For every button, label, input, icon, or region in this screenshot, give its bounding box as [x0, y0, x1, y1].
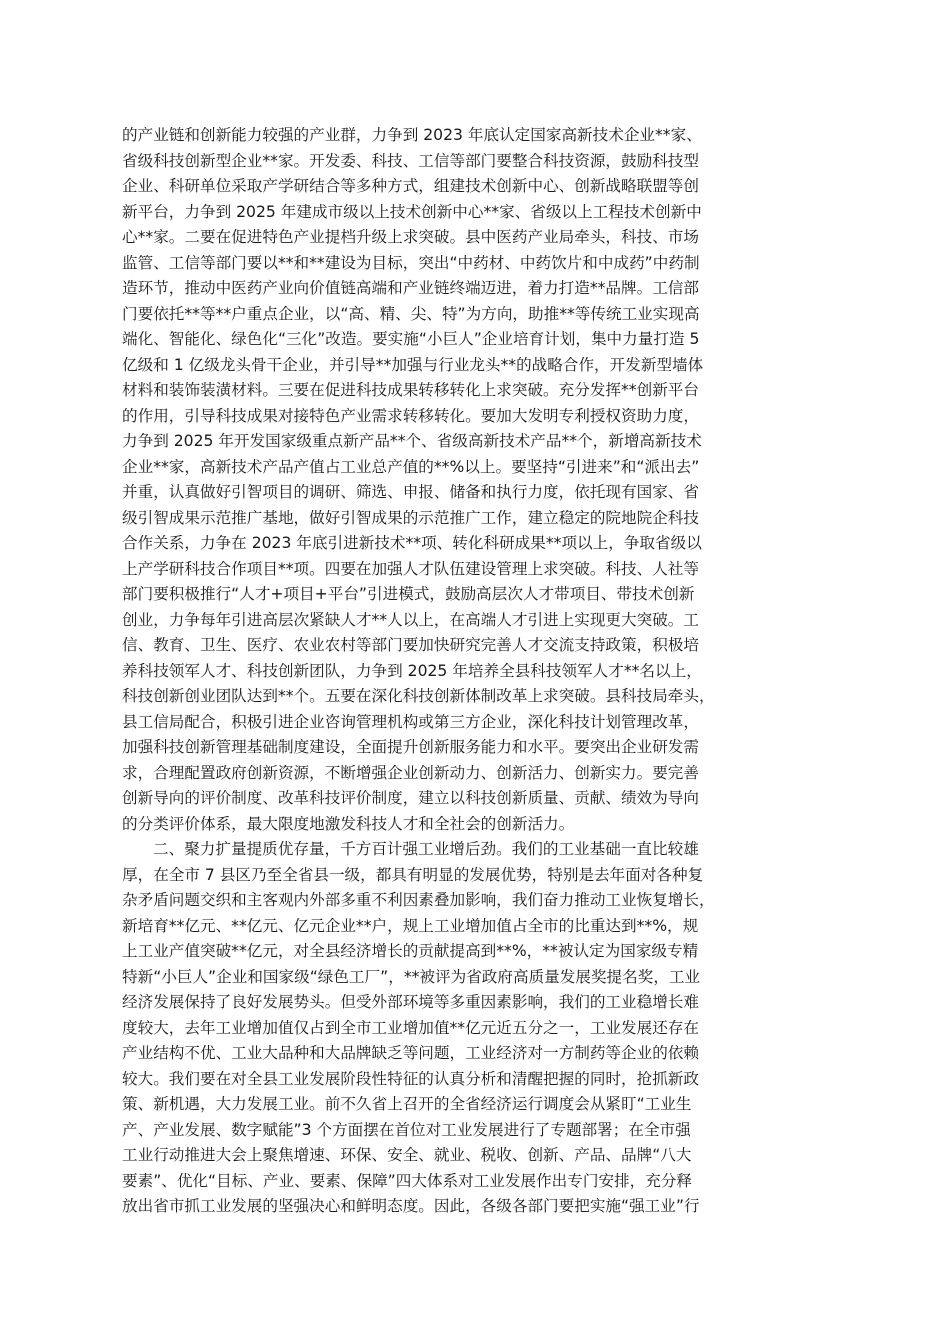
- text-line: 合作关系，力争在 2023 年底引进新技术**项、转化科研成果**项以上，争取省级以: [122, 534, 702, 552]
- text-line: 省级科技创新型企业**家。开发委、科技、工信等部门要整合科技资源，鼓励科技型: [122, 151, 699, 170]
- text-line: 端化、智能化、绿色化“三化”改造。要实施“小巨人”企业培育计划，集中力量打造 5: [122, 330, 700, 348]
- text-line: 材料和装饰装潢材料。三要在促进科技成果转移转化上求突破。充分发挥**创新平台: [122, 381, 699, 399]
- text-line: 企业**家，高新技术产品产值占工业总产值的**%以上。要坚持“引进来”和“派出去”: [122, 457, 700, 476]
- text-line: 新培育**亿元、**亿元、亿元企业**户，规上工业增加值占全市的比重达到**%，规: [122, 916, 699, 935]
- text-line: 要素”、优化“目标、产业、要素、保障”四大体系对工业发展作出专门安排，充分释: [122, 1171, 693, 1190]
- text-line: 加强科技创新管理基础制度建设，全面提升创新服务能力和水平。要突出企业研发需: [122, 738, 699, 756]
- text-line: 的作用，引导科技成果对接特色产业需求转移转化。要加大发明专利授权资助力度，: [122, 406, 699, 425]
- text-line: 上工业产值突破**亿元，对全县经济增长的贡献提高到**%，**被认定为国家级专精: [122, 942, 699, 960]
- text-line: 科技创新创业团队达到**个。五要在深化科技创新体制改革上求突破。县科技局牵头，: [122, 687, 715, 705]
- text-line: 企业、科研单位采取产学研结合等多种方式，组建技术创新中心、创新战略联盟等创: [122, 177, 699, 195]
- text-line: 创新导向的评价制度、改革科技评价制度，建立以科技创新质量、贡献、绩效为导向: [122, 789, 699, 807]
- text-line: 厚，在全市 7 县区乃至全省县一级，都具有明显的发展优势，特别是去年面对各种复: [122, 865, 704, 884]
- text-line: 产业结构不优、工业大品种和大品牌缺乏等问题，工业经济对一方制药等企业的依赖: [122, 1044, 699, 1062]
- text-line: 监管、工信等部门要以**和**建设为目标，突出“中药材、中药饮片和中成药”中药制: [122, 253, 700, 272]
- text-line: 工业行动推进大会上聚焦增速、环保、安全、就业、税收、创新、产品、品牌“八大: [122, 1146, 692, 1164]
- text-line: 力争到 2025 年开发国家级重点新产品**个、省级高新技术产品**个，新增高新技术: [122, 432, 702, 450]
- text-line: 产、产业发展、数字赋能”3 个方面摆在首位对工业发展进行了专题部署；在全市强: [122, 1120, 691, 1139]
- text-line: 策、新机遇，大力发展工业。前不久省上召开的全省经济运行调度会从紧盯“工业生: [122, 1095, 692, 1113]
- text-line: 养科技领军人才、科技创新团队，力争到 2025 年培养全县科技领军人才**名以上，: [122, 661, 702, 680]
- text-line: 求，合理配置政府创新资源，不断增强企业创新动力、创新活力、创新实力。要完善: [122, 763, 699, 782]
- text-line: 经济发展保持了良好发展势头。但受外部环境等多重因素影响，我们的工业稳增长难: [122, 993, 699, 1011]
- text-line: 心**家。二要在促进特色产业提档升级上求突破。县中医药产业局牵头，科技、市场: [122, 228, 699, 246]
- text-line: 放出省市抓工业发展的坚强决心和鲜明态度。因此，各级各部门要把实施“强工业”行: [122, 1197, 700, 1215]
- paragraph: [122, 837, 832, 1220]
- text-line: 较大。我们要在对全县工业发展阶段性特征的认真分析和清醒把握的同时，抢抓新政: [122, 1069, 699, 1088]
- text-line: 信、教育、卫生、医疗、农业农村等部门要加快研究完善人才交流支持政策，积极培: [122, 636, 699, 654]
- text-line: 门要依托**等**户重点企业，以“高、精、尖、特”为方向，助推**等传统工业实现高: [122, 304, 700, 323]
- text-line: 特新“小巨人”企业和国家级“绿色工厂”，**被评为省政府高质量发展奖提名奖，工业: [122, 967, 701, 986]
- text-line: 度较大，去年工业增加值仅占到全市工业增加值**亿元近五分之一，工业发展还存在: [122, 1018, 699, 1037]
- text-line: 新平台，力争到 2025 年建成市级以上技术创新中心**家、省级以上工程技术创新中: [122, 202, 702, 221]
- body-text: [122, 123, 832, 1220]
- text-line: 并重，认真做好引智项目的调研、筛选、申报、储备和执行力度，依托现有国家、省: [122, 483, 699, 501]
- text-line: 部门要积极推行“人才+项目+平台”引进模式，鼓励高层次人才带项目、带技术创新: [122, 585, 695, 603]
- text-line: 杂矛盾问题交织和主客观内外部多重不利因素叠加影响，我们奋力推动工业恢复增长，: [122, 891, 715, 909]
- text-line: 上产学研科技合作项目**项。四要在加强人才队伍建设管理上求突破。科技、人社等: [122, 559, 699, 578]
- text-line: 级引智成果示范推广基地，做好引智成果的示范推广工作，建立稳定的院地院企科技: [122, 508, 699, 527]
- paragraph: [122, 123, 832, 837]
- text-line: 创业，力争每年引进高层次紧缺人才**人以上，在高端人才引进上实现更大突破。工: [122, 610, 699, 629]
- text-line: 县工信局配合，积极引进企业咨询管理机构或第三方企业，深化科技计划管理改革，: [122, 712, 699, 731]
- text-line: 造环节，推动中医药产业向价值链高端和产业链终端迈进，着力打造**品牌。工信部: [122, 279, 699, 297]
- text-line: 的产业链和创新能力较强的产业群，力争到 2023 年底认定国家高新技术企业**家、: [122, 126, 702, 144]
- text-line: 二、聚力扩量提质优存量，千方百计强工业增后劲。我们的工业基础一直比较雄: [153, 840, 699, 858]
- text-line: 亿级和 1 亿级龙头骨干企业，并引导**加强与行业龙头**的战略合作，开发新型墙体: [122, 355, 704, 374]
- text-line: 的分类评价体系，最大限度地激发科技人才和全社会的创新活力。: [122, 814, 575, 833]
